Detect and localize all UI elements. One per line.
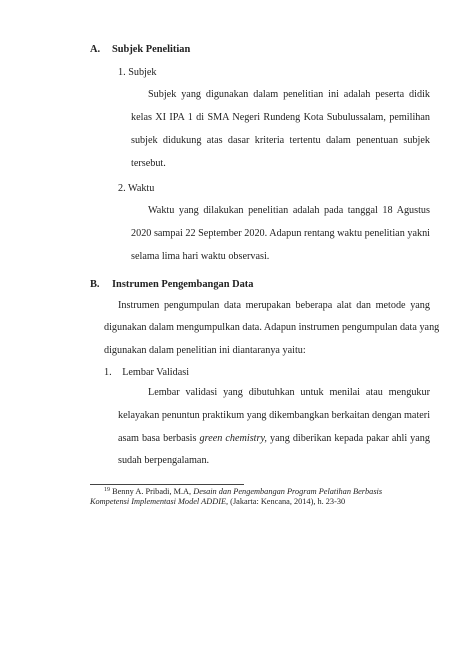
footnote-line-2 xyxy=(90,497,345,506)
item-title: Subjek xyxy=(128,67,157,78)
section-b-heading xyxy=(90,279,253,290)
footnote-divider xyxy=(90,484,244,485)
footnote-publisher: (Jakarta: Kencana, 2014), h. 23-30 xyxy=(228,497,346,506)
footnote-number: 19 xyxy=(104,487,110,493)
paragraph-line: digunakan dalam mengumpulkan data. Adapun instrumen pengumpulan data yang xyxy=(104,322,440,333)
paragraph-line: kelas XI IPA 1 di SMA Negeri Rundeng Kota Subulussalam, pemilihan xyxy=(131,112,430,123)
item-marker: 1. xyxy=(118,67,126,78)
paragraph-line: Waktu yang dilakukan penelitian adalah pada tanggal 18 Agustus xyxy=(148,205,430,216)
item-title: Lembar Validasi xyxy=(122,367,190,378)
paragraph-line-with-italic xyxy=(118,433,430,444)
section-b-item1-heading xyxy=(104,367,189,378)
paragraph-line: digunakan dalam penelitian ini diantaranya yaitu: xyxy=(104,345,306,356)
paragraph-line: Lembar validasi yang dibutuhkan untuk menilai atau mengukur xyxy=(148,387,430,398)
paragraph-line: tersebut. xyxy=(131,158,166,169)
paragraph-line: kelayakan penuntun praktikum yang dikembangkan berkaitan dengan materi xyxy=(118,410,431,421)
section-b-title: Instrumen Pengembangan Data xyxy=(112,279,254,290)
footnote-title: Kompetensi Implementasi Model ADDIE, xyxy=(90,497,229,506)
paragraph-line: Subjek yang digunakan dalam penelitian ini adalah peserta didik xyxy=(148,89,430,100)
text-segment: asam basa berbasis xyxy=(118,433,200,444)
footnote-title: Desain dan Pengembangan Program Pelatihan Berbasis xyxy=(193,487,383,496)
footnote-author: Benny A. Pribadi, M.A, xyxy=(110,487,194,496)
item-marker: 1. xyxy=(104,367,112,378)
text-segment: yang diberikan kepada pakar ahli yang xyxy=(266,433,430,444)
section-a-item1-heading xyxy=(118,67,157,78)
section-a-item2-heading xyxy=(118,183,154,194)
paragraph-line: selama lima hari waktu observasi. xyxy=(131,251,270,262)
section-a-title: Subjek Penelitian xyxy=(112,44,191,55)
section-a-heading xyxy=(90,44,190,55)
item-marker: 2. xyxy=(118,183,126,194)
paragraph-line: Instrumen pengumpulan data merupakan beberapa alat dan metode yang xyxy=(118,300,430,311)
section-b-marker: B. xyxy=(90,279,100,290)
paragraph-line: sudah berpengalaman. xyxy=(118,455,210,466)
paragraph-line: subjek didukung atas dasar kriteria tertentu dalam penentuan subjek xyxy=(131,135,430,146)
italic-term: green chemistry, xyxy=(199,433,267,444)
paragraph-line: 2020 sampai 22 September 2020. Adapun rentang waktu penelitian yakni xyxy=(131,228,430,239)
item-title: Waktu xyxy=(128,183,155,194)
section-a-marker: A. xyxy=(90,44,101,55)
footnote-line-1 xyxy=(104,487,382,496)
